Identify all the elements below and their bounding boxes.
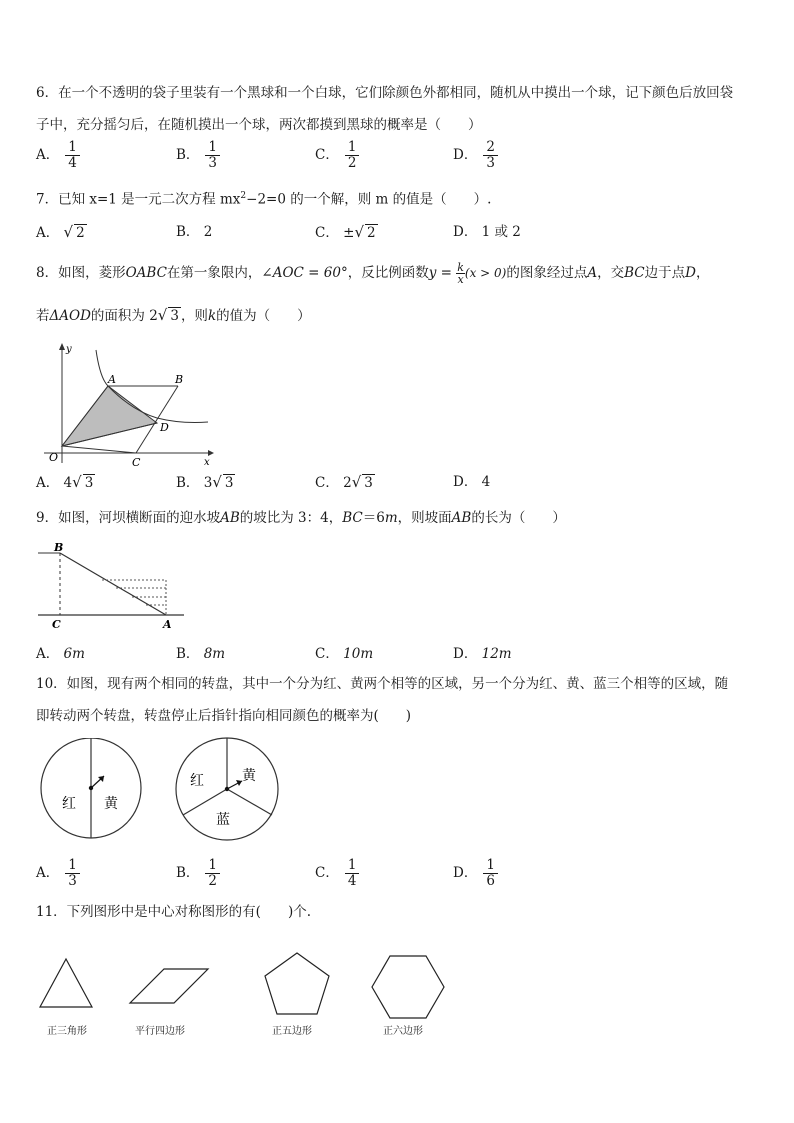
- q7-question: 7．已知 x=1 是一元二次方程 $mx^2-2=0$ 的一个解，则 m 的值是（ ）.: [36, 191, 492, 208]
- q9-option-c[interactable]: C． 10m: [315, 646, 374, 662]
- q6-option-b[interactable]: B． $\frac{1}{3}$: [176, 140, 220, 171]
- fraction: $\frac{1}{3}$: [65, 858, 80, 889]
- q8-line2: 若ΔAOD的面积为 2√ 3 ，则k的值为（ ）: [36, 306, 311, 324]
- q11-question: 11．下列图形中是中心对称图形的有( )个.: [36, 904, 312, 920]
- q7-option-a[interactable]: A． √ 2: [36, 223, 85, 241]
- parallelogram-shape: [128, 965, 212, 1007]
- q9-option-b[interactable]: B． 8m: [176, 646, 226, 662]
- q9-option-a[interactable]: A． 6m: [36, 646, 85, 662]
- q6-option-d[interactable]: D． $\frac{2}{3}$: [453, 140, 498, 171]
- svg-text:O: O: [49, 451, 59, 464]
- regular-pentagon-shape: [261, 950, 333, 1018]
- q6-line2: 子中，充分摇匀后，在随机摸出一个球，两次都摸到黑球的概率是（ ）: [36, 117, 482, 133]
- equilateral-triangle-label: 正三角形: [47, 1026, 87, 1037]
- spinner-two-section: [38, 738, 148, 842]
- svg-text:黄: 黄: [104, 796, 118, 812]
- svg-text:蓝: 蓝: [216, 812, 230, 828]
- q8-option-b[interactable]: B． 3√ 3: [176, 473, 234, 491]
- q10-line1: 10．如图，现有两个相同的转盘，其中一个分为红、黄两个相等的区域，另一个分为红、黄、蓝三个相等的区域，随: [36, 676, 729, 692]
- svg-text:x: x: [204, 457, 210, 468]
- q9-dam-figure: [36, 538, 186, 638]
- fraction: $\frac{1}{4}$: [65, 140, 80, 171]
- fraction: $\frac{2}{3}$: [483, 140, 498, 171]
- fraction: $\frac{1}{2}$: [345, 140, 360, 171]
- fraction: $\frac{1}{3}$: [205, 140, 220, 171]
- q7-option-d[interactable]: D． 1 或 2: [453, 224, 521, 240]
- svg-text:A: A: [108, 373, 116, 386]
- svg-text:红: 红: [62, 796, 76, 812]
- q6-option-a[interactable]: A． $\frac{1}{4}$: [36, 140, 80, 171]
- svg-text:C: C: [132, 456, 141, 468]
- regular-hexagon-label: 正六边形: [383, 1026, 423, 1037]
- regular-pentagon-label: 正五边形: [272, 1026, 312, 1037]
- svg-text:A: A: [163, 618, 172, 631]
- x-axis-arrow-icon: [208, 450, 214, 456]
- spinner-three-section: [172, 736, 282, 842]
- q6-line1: 6．在一个不透明的袋子里装有一个黑球和一个白球，它们除颜色外都相同，随机从中摸出一个球，记下颜色后放回袋: [36, 85, 734, 101]
- triangle-aod: [62, 386, 157, 446]
- svg-text:y: y: [66, 344, 72, 355]
- q6-option-c[interactable]: C． $\frac{1}{2}$: [315, 140, 359, 171]
- q9-option-d[interactable]: D． 12m: [453, 646, 512, 662]
- fraction: $\frac{1}{2}$: [205, 858, 220, 889]
- q10-option-a[interactable]: A． $\frac{1}{3}$: [36, 858, 80, 889]
- svg-text:C: C: [52, 618, 61, 631]
- q10-option-c[interactable]: C． $\frac{1}{4}$: [315, 858, 359, 889]
- q8-option-c[interactable]: C． 2√ 3: [315, 473, 373, 491]
- svg-text:红: 红: [190, 773, 204, 789]
- q8-rhombus-figure: [36, 338, 216, 468]
- regular-hexagon-shape: [370, 954, 446, 1020]
- q7-option-b[interactable]: B． 2: [176, 224, 213, 240]
- q10-line2: 即转动两个转盘，转盘停止后指针指向相同颜色的概率为( ): [36, 708, 412, 724]
- k-over-x: $\frac{k}{x}$: [457, 261, 464, 286]
- q8-option-a[interactable]: A． 4√ 3: [36, 473, 94, 491]
- slope-ab: [60, 553, 166, 615]
- svg-text:D: D: [160, 421, 169, 434]
- q8-line1: 8．如图，菱形OABC在第一象限内，∠AOC = 60°，反比例函数y = $\frac{k}{x}$ (x > 0)的图象经过点A，交BC边于点D，: [36, 261, 710, 286]
- fraction: $\frac{1}{4}$: [345, 858, 360, 889]
- svg-text:B: B: [175, 373, 184, 386]
- q7-option-c[interactable]: C． ±√ 2: [315, 223, 376, 241]
- q9-question: 9．如图，河坝横断面的迎水坡AB的坡比为 3：4，BC＝6m，则坡面AB的长为（ ）: [36, 510, 566, 526]
- q10-option-b[interactable]: B． $\frac{1}{2}$: [176, 858, 220, 889]
- q10-option-d[interactable]: D． $\frac{1}{6}$: [453, 858, 498, 889]
- svg-text:B: B: [54, 541, 64, 554]
- svg-text:黄: 黄: [242, 768, 256, 784]
- equilateral-triangle-shape: [36, 955, 100, 1011]
- parallelogram-label: 平行四边形: [135, 1026, 185, 1037]
- fraction: $\frac{1}{6}$: [483, 858, 498, 889]
- q8-option-d[interactable]: D． 4: [453, 474, 491, 490]
- y-axis-arrow-icon: [59, 343, 65, 350]
